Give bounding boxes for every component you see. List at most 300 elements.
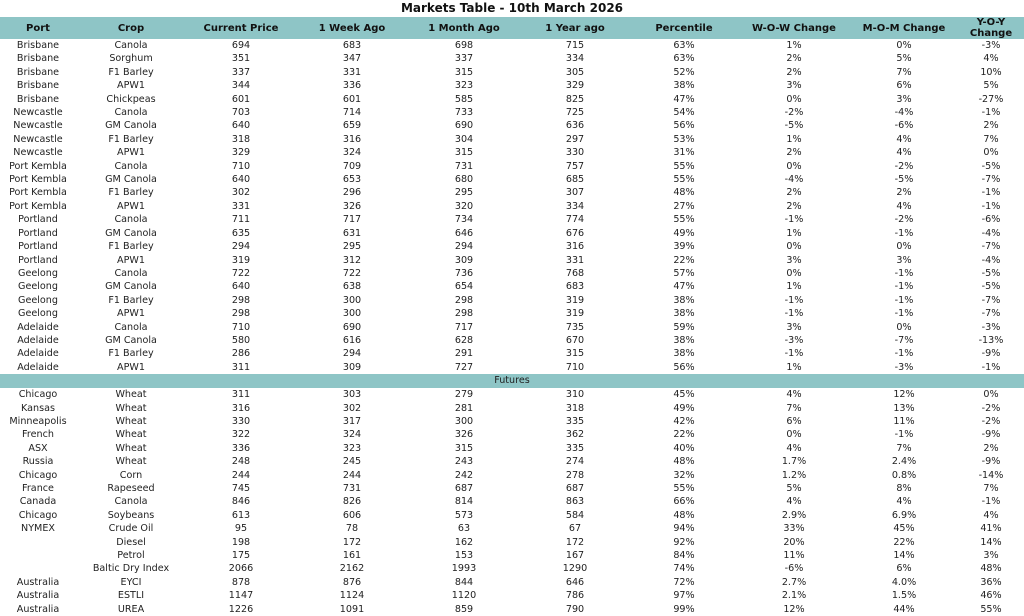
- cell-wow-change: -1%: [784, 308, 804, 320]
- cell-crop: GM Canola: [105, 227, 157, 239]
- col-header-1-week-ago: 1 Week Ago: [296, 17, 408, 39]
- cell-mom-change: 7%: [896, 442, 912, 454]
- cell-percentile: 59%: [673, 321, 695, 333]
- cell-1-year-ago: 278: [565, 469, 585, 481]
- cell-mom-change: 3%: [896, 93, 912, 105]
- cell-percentile: 22%: [673, 254, 695, 266]
- cell-1-month-ago: 315: [454, 147, 474, 159]
- cell-1-week-ago: 300: [342, 294, 362, 306]
- cell-crop: F1 Barley: [108, 66, 154, 78]
- cell-1-year-ago: 676: [565, 227, 585, 239]
- table-row: [0, 321, 1024, 334]
- cell-1-year-ago: 305: [565, 66, 585, 78]
- cell-mom-change: -4%: [894, 107, 914, 119]
- table-row: [0, 39, 1024, 52]
- cell-1-year-ago: 274: [565, 456, 585, 468]
- cell-port: Newcastle: [13, 120, 63, 132]
- cell-1-year-ago: 825: [565, 93, 585, 105]
- cell-yoy-change: 41%: [980, 523, 1002, 535]
- cell-percentile: 27%: [673, 200, 695, 212]
- cell-current-price: 316: [231, 402, 251, 414]
- cell-yoy-change: 4%: [983, 509, 999, 521]
- cell-1-month-ago: 309: [454, 254, 474, 266]
- cell-1-week-ago: 331: [342, 66, 362, 78]
- cell-1-week-ago: 300: [342, 308, 362, 320]
- cell-percentile: 55%: [673, 174, 695, 186]
- cell-mom-change: -1%: [894, 294, 914, 306]
- table-row: [0, 347, 1024, 360]
- cell-yoy-change: 7%: [983, 483, 999, 494]
- cell-port: Newcastle: [13, 147, 63, 159]
- cell-percentile: 48%: [673, 456, 695, 468]
- cell-1-month-ago: 654: [454, 281, 474, 293]
- cell-1-month-ago: 814: [454, 496, 474, 508]
- table-row: [0, 415, 1024, 428]
- cell-port: Port Kembla: [9, 174, 67, 186]
- cell-port: Canada: [19, 496, 57, 508]
- cell-current-price: 331: [231, 200, 251, 212]
- cell-percentile: 92%: [673, 536, 695, 548]
- cell-mom-change: 12%: [893, 389, 915, 401]
- cell-crop: APW1: [117, 308, 145, 320]
- cell-yoy-change: -4%: [981, 227, 1001, 239]
- cell-wow-change: 7%: [786, 402, 802, 414]
- cell-mom-change: -1%: [894, 348, 914, 360]
- cell-1-month-ago: 646: [454, 227, 474, 239]
- cell-1-month-ago: 734: [454, 214, 474, 226]
- cell-current-price: 1147: [228, 590, 254, 602]
- cell-yoy-change: 10%: [980, 66, 1002, 78]
- cell-1-week-ago: 324: [342, 147, 362, 159]
- cell-percentile: 74%: [673, 563, 695, 575]
- cell-current-price: 710: [231, 160, 251, 172]
- cell-1-week-ago: 294: [342, 348, 362, 360]
- cell-1-week-ago: 326: [342, 200, 362, 212]
- cell-current-price: 336: [231, 442, 251, 454]
- cell-1-week-ago: 336: [342, 80, 362, 92]
- cell-1-year-ago: 316: [565, 241, 585, 253]
- cell-wow-change: 5%: [786, 483, 802, 494]
- cell-1-week-ago: 2162: [339, 563, 365, 575]
- cell-yoy-change: -7%: [981, 174, 1001, 186]
- cell-1-year-ago: 710: [565, 361, 585, 373]
- cell-port: ASX: [28, 442, 48, 454]
- table-row: [0, 173, 1024, 186]
- cell-percentile: 49%: [673, 402, 695, 414]
- cell-port: Brisbane: [16, 93, 60, 105]
- cell-port: Brisbane: [16, 53, 60, 65]
- futures-section-header: [0, 374, 1024, 388]
- cell-1-year-ago: 584: [565, 509, 585, 521]
- cell-current-price: 1226: [228, 603, 254, 615]
- cell-current-price: 694: [231, 40, 251, 51]
- cell-wow-change: 2%: [786, 53, 802, 65]
- table-row: [0, 455, 1024, 468]
- col-header-current-price: Current Price: [186, 17, 296, 39]
- cell-port: Adelaide: [17, 334, 59, 346]
- cell-wow-change: 20%: [783, 536, 805, 548]
- cell-percentile: 72%: [673, 576, 695, 588]
- cell-crop: Canola: [114, 40, 148, 51]
- cell-1-week-ago: 717: [342, 214, 362, 226]
- cell-1-year-ago: 670: [565, 334, 585, 346]
- cell-wow-change: 4%: [786, 442, 802, 454]
- cell-1-month-ago: 698: [454, 40, 474, 51]
- cell-crop: Petrol: [117, 550, 145, 562]
- cell-mom-change: 5%: [896, 53, 912, 65]
- table-row: [0, 200, 1024, 213]
- cell-mom-change: 45%: [893, 523, 915, 535]
- cell-1-month-ago: 300: [454, 415, 474, 427]
- cell-port: Portland: [18, 227, 58, 239]
- cell-percentile: 66%: [673, 496, 695, 508]
- cell-1-week-ago: 161: [342, 550, 362, 562]
- cell-1-week-ago: 1091: [339, 603, 365, 615]
- cell-percentile: 48%: [673, 509, 695, 521]
- cell-1-week-ago: 317: [342, 415, 362, 427]
- cell-yoy-change: -5%: [981, 281, 1001, 293]
- cell-current-price: 878: [231, 576, 251, 588]
- cell-1-year-ago: 774: [565, 214, 585, 226]
- cell-percentile: 55%: [673, 160, 695, 172]
- cell-percentile: 84%: [673, 550, 695, 562]
- cell-wow-change: 2.7%: [781, 576, 807, 588]
- cell-crop: F1 Barley: [108, 241, 154, 253]
- cell-crop: GM Canola: [105, 281, 157, 293]
- cell-mom-change: 8%: [896, 483, 912, 494]
- cell-wow-change: 2.9%: [781, 509, 807, 521]
- cell-1-year-ago: 335: [565, 442, 585, 454]
- cell-percentile: 38%: [673, 308, 695, 320]
- cell-1-week-ago: 690: [342, 321, 362, 333]
- cell-percentile: 94%: [673, 523, 695, 535]
- cell-current-price: 703: [231, 107, 251, 119]
- cell-port: Kansas: [21, 402, 55, 414]
- cell-wow-change: 3%: [786, 321, 802, 333]
- cell-percentile: 39%: [673, 241, 695, 253]
- cell-port: Portland: [18, 241, 58, 253]
- cell-1-year-ago: 790: [565, 603, 585, 615]
- page-title: Markets Table - 10th March 2026: [400, 1, 624, 15]
- cell-wow-change: 1.7%: [781, 456, 807, 468]
- cell-crop: EYCI: [120, 576, 142, 588]
- cell-1-month-ago: 291: [454, 348, 474, 360]
- cell-current-price: 302: [231, 187, 251, 199]
- cell-1-week-ago: 303: [342, 389, 362, 401]
- cell-1-week-ago: 709: [342, 160, 362, 172]
- cell-port: Newcastle: [13, 107, 63, 119]
- table-row: [0, 294, 1024, 307]
- cell-wow-change: 4%: [786, 496, 802, 508]
- cell-port: Adelaide: [17, 361, 59, 373]
- cell-percentile: 38%: [673, 294, 695, 306]
- cell-crop: Canola: [114, 321, 148, 333]
- cell-current-price: 640: [231, 281, 251, 293]
- cell-mom-change: 44%: [893, 603, 915, 615]
- table-row: [0, 495, 1024, 508]
- cell-1-month-ago: 736: [454, 267, 474, 279]
- cell-port: Port Kembla: [9, 200, 67, 212]
- cell-1-month-ago: 320: [454, 200, 474, 212]
- cell-crop: Wheat: [115, 442, 147, 454]
- cell-1-week-ago: 722: [342, 267, 362, 279]
- cell-port: NYMEX: [21, 523, 55, 535]
- cell-percentile: 45%: [673, 389, 695, 401]
- cell-1-week-ago: 616: [342, 334, 362, 346]
- table-row: [0, 469, 1024, 482]
- cell-yoy-change: -14%: [978, 469, 1004, 481]
- cell-mom-change: -3%: [894, 361, 914, 373]
- cell-crop: APW1: [117, 147, 145, 159]
- cell-1-year-ago: 735: [565, 321, 585, 333]
- cell-1-week-ago: 659: [342, 120, 362, 132]
- cell-mom-change: 1.5%: [891, 590, 917, 602]
- cell-port: [0, 536, 76, 549]
- table-row: [0, 442, 1024, 455]
- cell-crop: APW1: [117, 361, 145, 373]
- cell-current-price: 322: [231, 429, 251, 441]
- cell-crop: Canola: [114, 496, 148, 508]
- cell-1-month-ago: 337: [454, 53, 474, 65]
- cell-yoy-change: -6%: [981, 214, 1001, 226]
- cell-current-price: 198: [231, 536, 251, 548]
- cell-wow-change: 1.2%: [781, 469, 807, 481]
- cell-1-week-ago: 323: [342, 442, 362, 454]
- cell-1-month-ago: 281: [454, 402, 474, 414]
- cell-crop: Chickpeas: [106, 93, 156, 105]
- cell-1-week-ago: 78: [345, 523, 359, 535]
- table-row: [0, 388, 1024, 401]
- cell-percentile: 40%: [673, 442, 695, 454]
- cell-1-month-ago: 242: [454, 469, 474, 481]
- cell-current-price: 298: [231, 294, 251, 306]
- cell-current-price: 344: [231, 80, 251, 92]
- cell-percentile: 38%: [673, 80, 695, 92]
- cell-port: Brisbane: [16, 80, 60, 92]
- cell-mom-change: -2%: [894, 160, 914, 172]
- cell-1-week-ago: 653: [342, 174, 362, 186]
- table-row: [0, 589, 1024, 602]
- cell-1-month-ago: 680: [454, 174, 474, 186]
- cell-current-price: 601: [231, 93, 251, 105]
- cell-1-month-ago: 573: [454, 509, 474, 521]
- cell-crop: Canola: [114, 214, 148, 226]
- cell-percentile: 99%: [673, 603, 695, 615]
- cell-wow-change: 3%: [786, 80, 802, 92]
- cell-wow-change: 11%: [783, 550, 805, 562]
- cell-crop: GM Canola: [105, 174, 157, 186]
- cell-yoy-change: -4%: [981, 254, 1001, 266]
- col-header-port: Port: [0, 17, 76, 39]
- cell-port: Chicago: [18, 509, 58, 521]
- cell-1-month-ago: 687: [454, 483, 474, 494]
- cell-wow-change: 0%: [786, 160, 802, 172]
- cell-1-year-ago: 331: [565, 254, 585, 266]
- table-row: [0, 522, 1024, 535]
- cell-current-price: 311: [231, 389, 251, 401]
- cell-1-month-ago: 323: [454, 80, 474, 92]
- cell-percentile: 55%: [673, 483, 695, 494]
- cell-yoy-change: 55%: [980, 603, 1002, 615]
- cell-port: [0, 562, 76, 575]
- cell-percentile: 48%: [673, 187, 695, 199]
- cell-current-price: 745: [231, 483, 251, 494]
- cell-current-price: 311: [231, 361, 251, 373]
- cell-1-year-ago: 334: [565, 53, 585, 65]
- cell-yoy-change: 14%: [980, 536, 1002, 548]
- cell-1-week-ago: 312: [342, 254, 362, 266]
- cell-port: Portland: [18, 254, 58, 266]
- cell-1-year-ago: 636: [565, 120, 585, 132]
- cell-percentile: 49%: [673, 227, 695, 239]
- cell-current-price: 640: [231, 174, 251, 186]
- cell-1-month-ago: 279: [454, 389, 474, 401]
- cell-current-price: 248: [231, 456, 251, 468]
- cell-1-week-ago: 1124: [339, 590, 365, 602]
- table-row: [0, 160, 1024, 173]
- cell-wow-change: 3%: [786, 254, 802, 266]
- cell-crop: Canola: [114, 107, 148, 119]
- cell-yoy-change: 2%: [983, 120, 999, 132]
- cell-mom-change: 3%: [896, 254, 912, 266]
- cell-percentile: 52%: [673, 66, 695, 78]
- cell-port: Geelong: [18, 294, 58, 306]
- table-row: [0, 428, 1024, 441]
- cell-port: France: [22, 483, 54, 494]
- cell-yoy-change: -7%: [981, 294, 1001, 306]
- cell-crop: Wheat: [115, 429, 147, 441]
- cell-current-price: 244: [231, 469, 251, 481]
- cell-crop: ESTLI: [117, 590, 145, 602]
- cell-crop: APW1: [117, 254, 145, 266]
- cell-1-month-ago: 1120: [451, 590, 477, 602]
- cell-mom-change: 4%: [896, 200, 912, 212]
- cell-crop: GM Canola: [105, 334, 157, 346]
- cell-yoy-change: 46%: [980, 590, 1002, 602]
- cell-1-year-ago: 725: [565, 107, 585, 119]
- cell-1-week-ago: 606: [342, 509, 362, 521]
- cell-port: Port Kembla: [9, 160, 67, 172]
- cell-port: Russia: [22, 456, 54, 468]
- cell-current-price: 635: [231, 227, 251, 239]
- cell-mom-change: -1%: [894, 227, 914, 239]
- table-row: [0, 66, 1024, 79]
- cell-crop: Wheat: [115, 415, 147, 427]
- ports-section: [0, 39, 1024, 374]
- cell-1-year-ago: 329: [565, 80, 585, 92]
- cell-wow-change: 1%: [786, 40, 802, 51]
- cell-yoy-change: -3%: [981, 321, 1001, 333]
- table-row: [0, 186, 1024, 199]
- cell-1-week-ago: 683: [342, 40, 362, 51]
- cell-yoy-change: -1%: [981, 107, 1001, 119]
- cell-yoy-change: -3%: [981, 40, 1001, 51]
- col-header-percentile: Percentile: [630, 17, 738, 39]
- cell-percentile: 97%: [673, 590, 695, 602]
- cell-yoy-change: -13%: [978, 334, 1004, 346]
- cell-current-price: 95: [234, 523, 248, 535]
- cell-1-year-ago: 172: [565, 536, 585, 548]
- cell-current-price: 711: [231, 214, 251, 226]
- cell-1-week-ago: 638: [342, 281, 362, 293]
- table-row: [0, 106, 1024, 119]
- cell-port: [0, 549, 76, 562]
- markets-table: [0, 17, 1024, 616]
- cell-port: Minneapolis: [9, 415, 67, 427]
- cell-1-year-ago: 646: [565, 576, 585, 588]
- cell-wow-change: -6%: [784, 563, 804, 575]
- cell-percentile: 32%: [673, 469, 695, 481]
- cell-current-price: 2066: [228, 563, 254, 575]
- cell-yoy-change: 36%: [980, 576, 1002, 588]
- cell-wow-change: -5%: [784, 120, 804, 132]
- cell-percentile: 56%: [673, 361, 695, 373]
- cell-wow-change: -3%: [784, 334, 804, 346]
- cell-1-month-ago: 844: [454, 576, 474, 588]
- table-row: [0, 254, 1024, 267]
- table-row: [0, 52, 1024, 65]
- cell-current-price: 710: [231, 321, 251, 333]
- cell-1-week-ago: 631: [342, 227, 362, 239]
- cell-port: Geelong: [18, 267, 58, 279]
- cell-1-year-ago: 715: [565, 40, 585, 51]
- section-label: Futures: [0, 374, 1024, 388]
- cell-wow-change: 2.1%: [781, 590, 807, 602]
- cell-mom-change: -5%: [894, 174, 914, 186]
- cell-percentile: 55%: [673, 214, 695, 226]
- cell-yoy-change: -2%: [981, 402, 1001, 414]
- cell-yoy-change: -1%: [981, 361, 1001, 373]
- cell-percentile: 53%: [673, 133, 695, 145]
- cell-mom-change: -1%: [894, 429, 914, 441]
- cell-mom-change: 4%: [896, 147, 912, 159]
- table-row: [0, 402, 1024, 415]
- cell-1-year-ago: 1290: [562, 563, 588, 575]
- cell-wow-change: 2%: [786, 66, 802, 78]
- cell-1-week-ago: 244: [342, 469, 362, 481]
- table-row: [0, 227, 1024, 240]
- cell-1-month-ago: 585: [454, 93, 474, 105]
- cell-crop: Sorghum: [109, 53, 153, 65]
- table-row: [0, 576, 1024, 589]
- col-header-yoy-change: Y-O-Y Change: [958, 17, 1024, 39]
- cell-port: Chicago: [18, 389, 58, 401]
- cell-percentile: 54%: [673, 107, 695, 119]
- cell-1-week-ago: 245: [342, 456, 362, 468]
- cell-mom-change: 6.9%: [891, 509, 917, 521]
- cell-crop: Wheat: [115, 456, 147, 468]
- cell-wow-change: 1%: [786, 281, 802, 293]
- cell-1-year-ago: 335: [565, 415, 585, 427]
- cell-1-month-ago: 628: [454, 334, 474, 346]
- cell-wow-change: 0%: [786, 429, 802, 441]
- cell-port: Adelaide: [17, 321, 59, 333]
- cell-1-year-ago: 319: [565, 294, 585, 306]
- cell-yoy-change: -27%: [978, 93, 1004, 105]
- cell-wow-change: -1%: [784, 294, 804, 306]
- futures-section: [0, 388, 1024, 616]
- table-row: [0, 536, 1024, 549]
- cell-1-year-ago: 307: [565, 187, 585, 199]
- table-row: [0, 119, 1024, 132]
- cell-port: Geelong: [18, 308, 58, 320]
- cell-wow-change: 2%: [786, 147, 802, 159]
- cell-mom-change: -1%: [894, 267, 914, 279]
- cell-crop: F1 Barley: [108, 187, 154, 199]
- cell-wow-change: 33%: [783, 523, 805, 535]
- cell-1-month-ago: 315: [454, 66, 474, 78]
- cell-mom-change: -2%: [894, 214, 914, 226]
